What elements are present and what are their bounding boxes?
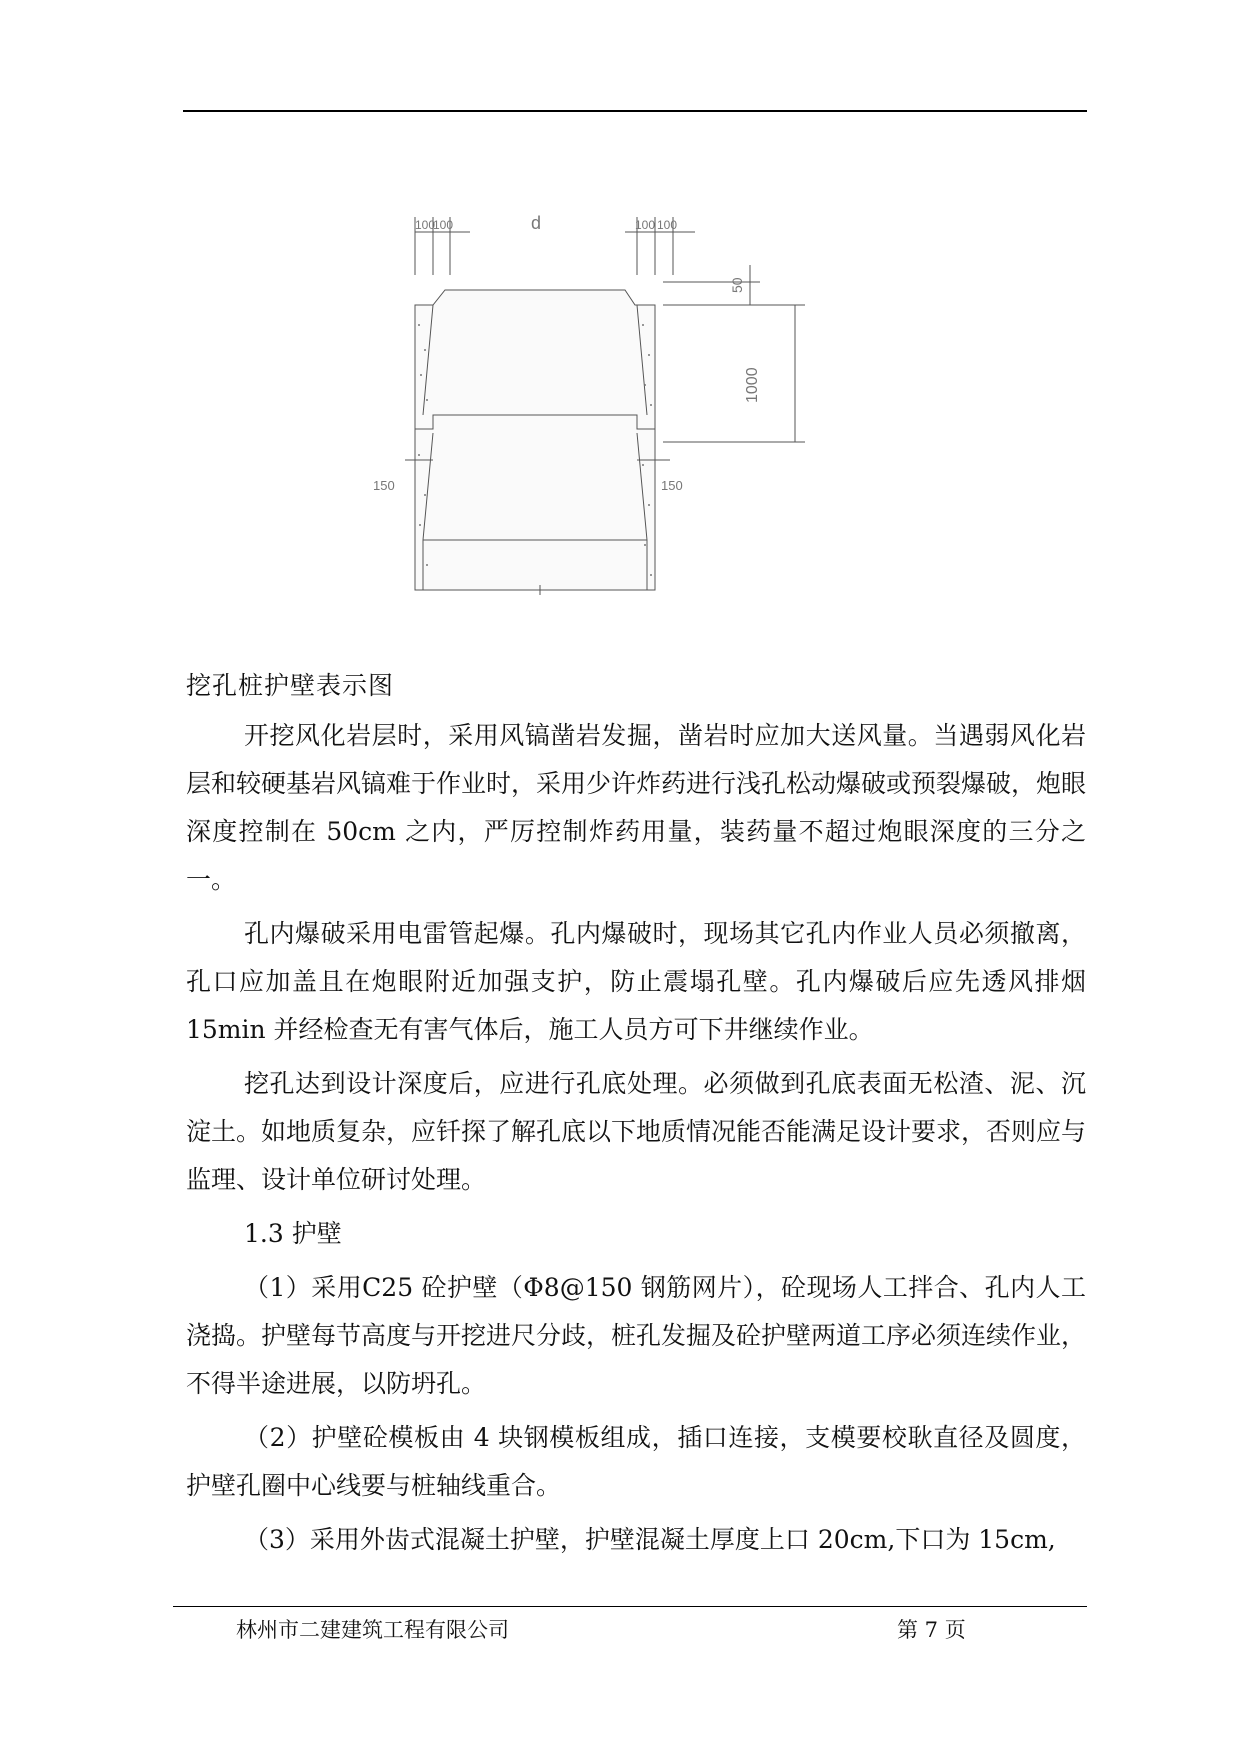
- header-rule: [183, 110, 1087, 112]
- dim-segment-height: 1000: [744, 367, 761, 403]
- dim-left-inner: 100: [433, 218, 454, 232]
- dim-right-inner: 100: [635, 218, 656, 232]
- dim-diameter: d: [531, 213, 542, 233]
- figure-caption: 挖孔桩护壁表示图: [186, 671, 395, 700]
- paragraph-6: （3）采用外齿式混凝土护壁，护壁混凝土厚度上口 20cm,下口为 15cm,: [244, 1525, 1056, 1554]
- footer-page-number: 第 7 页: [897, 1618, 966, 1642]
- dim-right-bottom: 150: [661, 478, 683, 493]
- pile-retaining-wall-diagram: [373, 205, 905, 615]
- paragraph-1: 开挖风化岩层时，采用风镐凿岩发掘，凿岩时应加大送风量。当遇弱风化岩层和较硬基岩风镐难于作业时，采用少许炸药进行浅孔松动爆破或预裂爆破，炮眼深度控制在 50cm 之内，严厉控制炸药用量，装药量不超过炮眼深度的三分之一。: [186, 721, 1087, 894]
- paragraph-2: 孔内爆破采用电雷管起爆。孔内爆破时，现场其它孔内作业人员必须撤离，孔口应加盖且在炮眼附近加强支护，防止震塌孔壁。孔内爆破后应先透风排烟 15min 并经检查无有害气体后，施工人员方可下井继续作业。: [186, 919, 1086, 1044]
- paragraph-5: （2）护壁砼模板由 4 块钢模板组成，插口连接，支模要校耿直径及圆度，护壁孔圈中心线要与桩轴线重合。: [186, 1423, 1086, 1500]
- dim-left-bottom: 150: [373, 478, 395, 493]
- footer-rule: [173, 1606, 1087, 1607]
- paragraph-4: （1）采用C25 砼护壁（Φ8@150 钢筋网片），砼现场人工拌合、孔内人工浇捣。护壁每节高度与开挖进尺分歧，桩孔发掘及砼护壁两道工序必须连续作业，不得半途进展，以防坍孔。: [186, 1273, 1087, 1398]
- body-text: [186, 712, 1086, 1570]
- dim-lip: 50: [729, 277, 745, 293]
- dim-right-outer: 100: [657, 218, 678, 232]
- paragraph-3: 挖孔达到设计深度后，应进行孔底处理。必须做到孔底表面无松渣、泥、沉淀土。如地质复杂，应钎探了解孔底以下地质情况能否能满足设计要求，否则应与监理、设计单位研讨处理。: [186, 1069, 1087, 1194]
- dim-left-outer: 100: [415, 218, 436, 232]
- footer-company: 林州市二建建筑工程有限公司: [236, 1618, 509, 1642]
- section-heading: 1.3 护壁: [244, 1219, 342, 1248]
